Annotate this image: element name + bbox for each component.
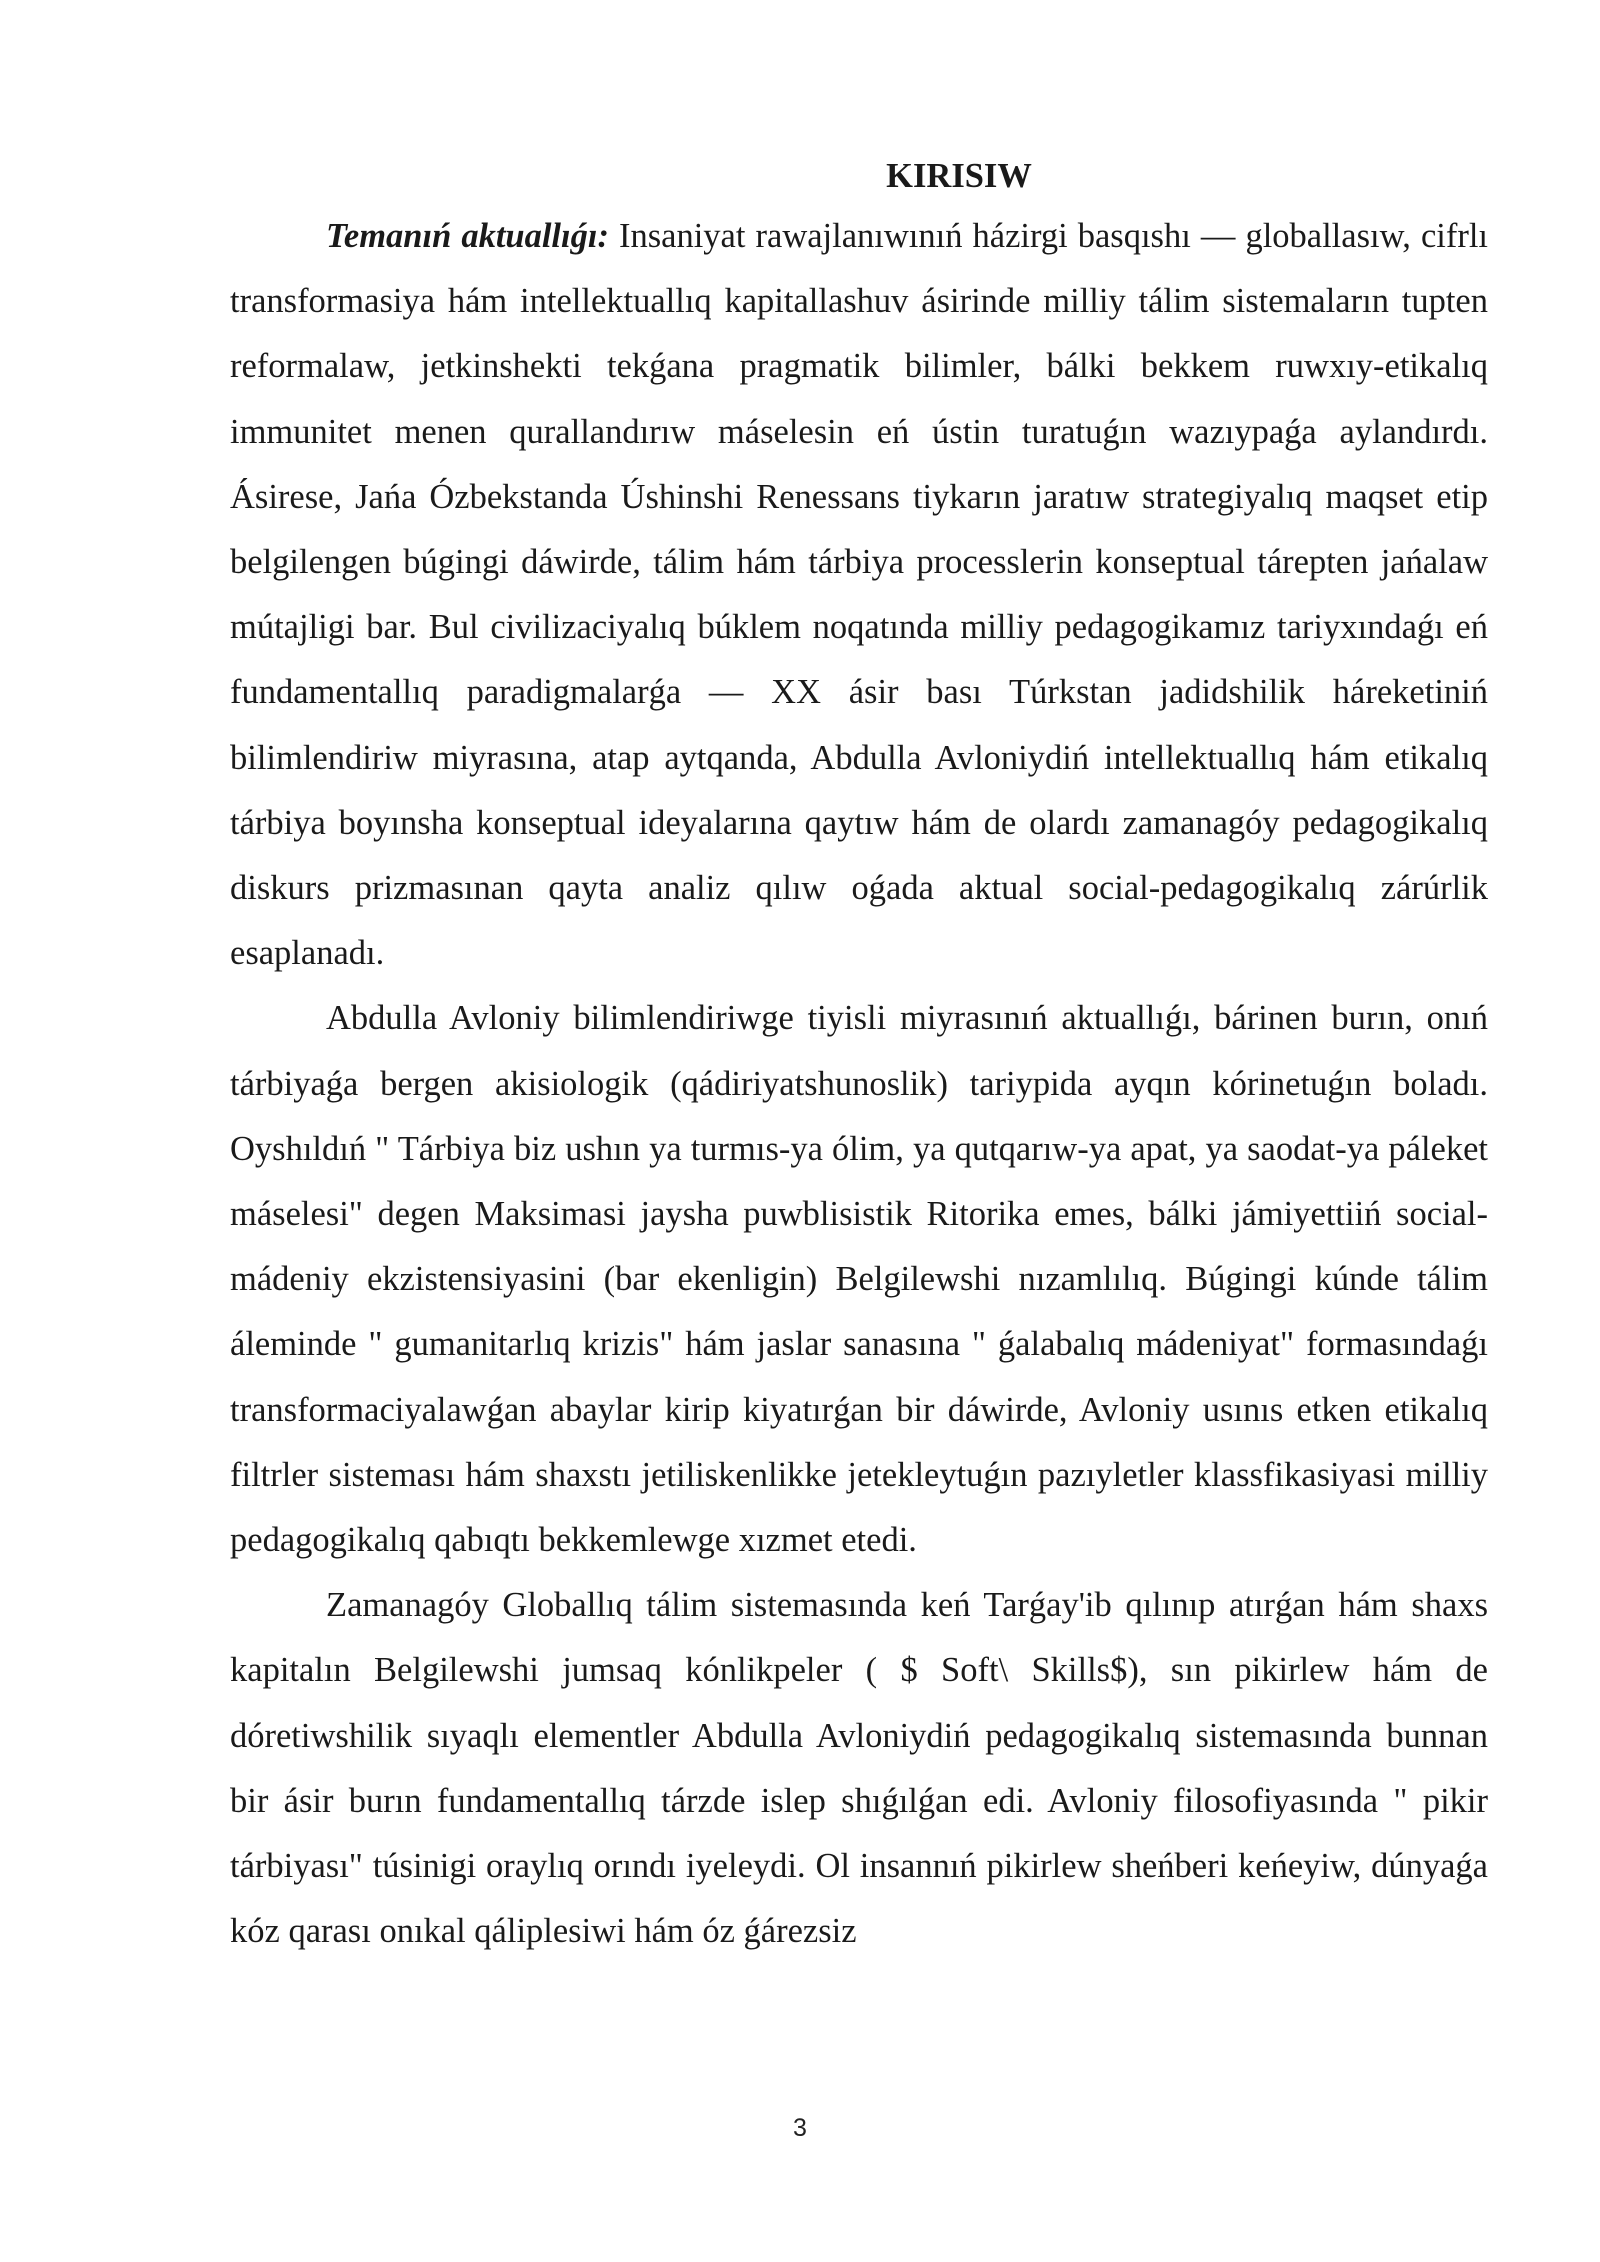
section-heading: KIRISIW (886, 157, 1032, 195)
paragraph-3 (230, 1573, 1488, 1964)
paragraph-lead-label: Temanıń aktuallıǵı: (326, 217, 609, 255)
page-content (230, 148, 1488, 1964)
paragraph-text: Insaniyat rawajlanıwınıń házirgi basqıshı — globallasıw, cifrlı transformasiya hám intellektuallıq kapitallashuv ásirinde milliy tálim sistemaların tupten reformalaw, jetkinshekti tekǵana pragmatik bilimler, bálki bekkem ruwxıy-etikalıq immunitet menen qurallandırıw máselesin eń ústin turatuǵın wazıypaǵa aylandırdı. Ásirese, Jańa Ózbekstanda Úshinshi Renessans tiykarın jaratıw strategiyalıq maqset etip belgilengen búgingi dáwirde, tálim hám tárbiya processlerin konseptual tárepten jańalaw mútajligi bar. Bul civilizaciyalıq búklem noqatında milliy pedagogikamız tariyxındaǵı eń fundamentallıq paradigmalarǵa — XX ásir bası Túrkstan jadidshilik háreketiniń bilimlendiriw miyrasına, atap aytqanda, Abdulla Avloniydiń intellektuallıq hám etikalıq tárbiya boyınsha konseptual ideyalarına qaytıw hám de olardı zamanagóy pedagogikalıq diskurs prizmasınan qayta analiz qılıw oǵada aktual social-pedagogikalıq zárúrlik esaplanadı. (230, 217, 1488, 973)
paragraph-2 (230, 986, 1488, 1573)
paragraph-text: Abdulla Avloniy bilimlendiriwge tiyisli miyrasınıń aktuallıǵı, bárinen burın, onıń tárbiyaǵa bergen akisiologik (qádiriyatshunoslik) tariypida ayqın kórinetuǵın boladı. Oyshıldıń " Tárbiya biz ushın ya turmıs-ya ólim, ya qutqarıw-ya apat, ya saodat-ya páleket máselesi" degen Maksimasi jaysha puwblisistik Ritorika emes, bálki jámiyettiiń social-mádeniy ekzistensiyasini (bar ekenligin) Belgilewshi nızamlılıq. Búgingi kúnde tálim áleminde " gumanitarlıq krizis" hám jaslar sanasına " ǵalabalıq mádeniyat" formasındaǵı transformaciyalawǵan abaylar kirip kiyatırǵan bir dáwirde, Avloniy usınıs etken etikalıq filtrler sisteması hám shaxstı jetiliskenlikke jetekleytuǵın pazıyletler klassfikasiyasi milliy pedagogikalıq qabıqtı bekkemlewge xızmet etedi. (230, 999, 1488, 1560)
page-number: 3 (793, 2114, 807, 2142)
paragraph-text: Zamanagóy Globallıq tálim sistemasında keń Tarǵay'ib qılınıp atırǵan hám shaxs kapitalın Belgilewshi jumsaq kónlikpeler ( $ Soft\ Skills$), sın pikirlew hám de dóretiwshilik sıyaqlı elementler Abdulla Avloniydiń pedagogikalıq sistemasında bunnan bir ásir burın fundamentallıq tárzde islep shıǵılǵan edi. Avloniy filosofiyasında " pikir tárbiyası" túsinigi oraylıq orındı iyeleydi. Ol insannıń pikirlew sheńberi keńeyiw, dúnyaǵa kóz qarası onıkal qáliplesiwi hám óz ǵárezsiz (230, 1586, 1488, 1951)
paragraph-1 (230, 204, 1488, 986)
